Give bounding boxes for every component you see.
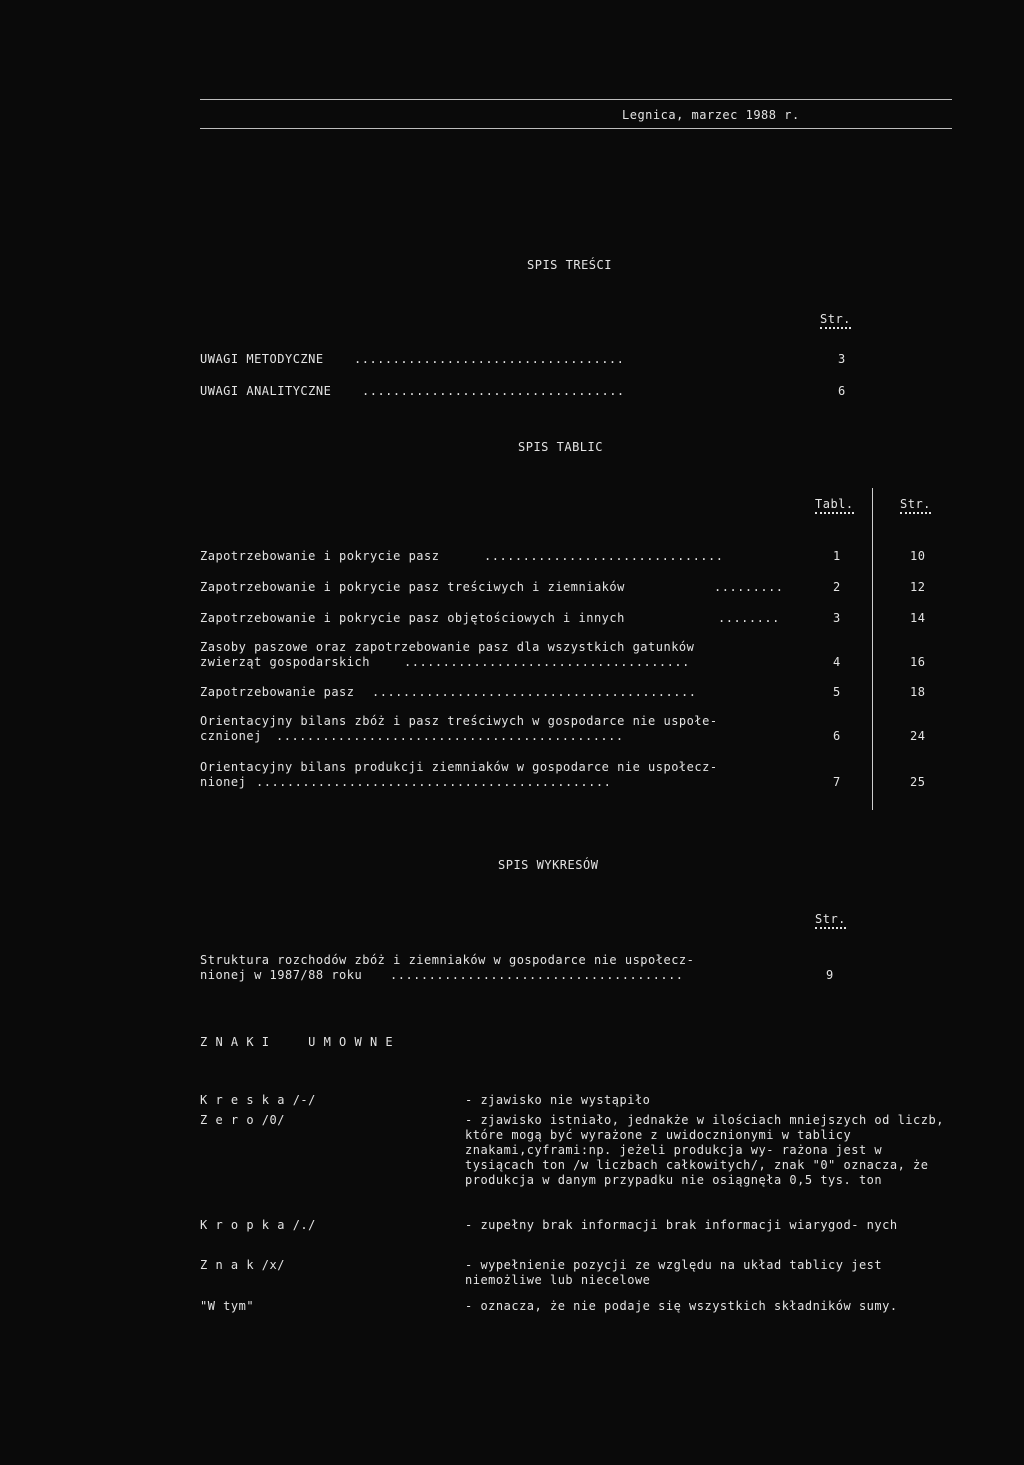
symbol-description: - zupełny brak informacji brak informacji wiarygod- nych: [465, 1218, 898, 1232]
table-row-page: 10: [910, 549, 926, 563]
table-row-title: Zapotrzebowanie i pokrycie pasz objętościowych i innych: [200, 611, 625, 625]
chart-row-title: Struktura rozchodów zbóż i ziemniaków w gospodarce nie uspołecz-: [200, 953, 695, 967]
table-leader: ...............................: [484, 549, 724, 563]
chart-row-title-cont: nionej w 1987/88 roku: [200, 968, 363, 982]
symbol-description: - zjawisko istniało, jednakże w ilościach mniejszych od liczb, które mogą być wyrażone z uwidocznionymi w tablicy znakami,cyframi:np. jeżeli produkcja wy- rażona jest w tysiącach ton /w liczbach całkowitych/, znak "0" oznacza, że produkcja w danym przypadku nie osiągnęła 0,5 tys. ton: [465, 1113, 944, 1187]
toc-leader: ..................................: [362, 384, 625, 398]
table-row-title-cont: zwierząt gospodarskich: [200, 655, 370, 669]
charts-page-header: Str.: [815, 912, 846, 929]
symbol-description: - zjawisko nie wystąpiło: [465, 1093, 651, 1107]
table-row-title: Orientacyjny bilans zbóż i pasz treściwych w gospodarce nie uspołe-: [200, 714, 718, 728]
symbol-description: - oznacza, że nie podaje się wszystkich składników sumy.: [465, 1299, 898, 1313]
table-leader: .........: [714, 580, 784, 594]
tables-col-table: Tabl.: [815, 497, 854, 514]
toc-item-label: UWAGI METODYCZNE: [200, 352, 324, 366]
table-row-title-cont: cznionej: [200, 729, 262, 743]
toc-item-page: 6: [838, 384, 846, 398]
table-row-title: Orientacyjny bilans produkcji ziemniaków w gospodarce nie uspołecz-: [200, 760, 718, 774]
tables-column-divider: [872, 488, 873, 810]
table-row-page: 12: [910, 580, 926, 594]
symbol-sign: Z e r o /0/: [200, 1113, 285, 1127]
symbol-sign: K r o p k a /./: [200, 1218, 316, 1232]
table-leader: .............................................: [276, 729, 624, 743]
toc-leader: ...................................: [354, 352, 625, 366]
symbol-sign: Z n a k /x/: [200, 1258, 285, 1272]
symbol-description: - wypełnienie pozycji ze względu na układ tablicy jest niemożliwe lub niecelowe: [465, 1258, 883, 1287]
table-row-title: Zapotrzebowanie pasz: [200, 685, 355, 699]
table-row-number: 4: [833, 655, 841, 669]
charts-title: SPIS WYKRESÓW: [498, 858, 599, 872]
tables-title: SPIS TABLIC: [518, 440, 603, 454]
table-row-number: 6: [833, 729, 841, 743]
symbols-title: Z N A K I U M O W N E: [200, 1035, 394, 1049]
table-leader: .....................................: [404, 655, 690, 669]
tables-col-page: Str.: [900, 497, 931, 514]
toc-item-page: 3: [838, 352, 846, 366]
table-row-number: 2: [833, 580, 841, 594]
symbol-sign: "W tym": [200, 1299, 255, 1313]
place-date: Legnica, marzec 1988 r.: [622, 108, 800, 122]
table-row-title: Zasoby paszowe oraz zapotrzebowanie pasz dla wszystkich gatunków: [200, 640, 695, 654]
table-row-number: 1: [833, 549, 841, 563]
table-row-number: 3: [833, 611, 841, 625]
table-row-page: 14: [910, 611, 926, 625]
table-row-page: 25: [910, 775, 926, 789]
toc-title: SPIS TREŚCI: [527, 258, 612, 272]
table-row-title: Zapotrzebowanie i pokrycie pasz treściwych i ziemniaków: [200, 580, 625, 594]
toc-page-header: Str.: [820, 312, 851, 329]
table-row-page: 18: [910, 685, 926, 699]
chart-leader: ......................................: [390, 968, 684, 982]
header-rule-top: [200, 99, 952, 100]
table-row-page: 24: [910, 729, 926, 743]
symbol-sign: K r e s k a /-/: [200, 1093, 316, 1107]
table-row-number: 7: [833, 775, 841, 789]
table-leader: ..........................................: [372, 685, 697, 699]
header-rule-bottom: [200, 128, 952, 129]
toc-item-label: UWAGI ANALITYCZNE: [200, 384, 332, 398]
table-row-page: 16: [910, 655, 926, 669]
table-leader: ..............................................: [256, 775, 612, 789]
table-row-title: Zapotrzebowanie i pokrycie pasz: [200, 549, 440, 563]
table-row-number: 5: [833, 685, 841, 699]
table-leader: ........: [718, 611, 780, 625]
chart-row-page: 9: [826, 968, 834, 982]
table-row-title-cont: nionej: [200, 775, 247, 789]
